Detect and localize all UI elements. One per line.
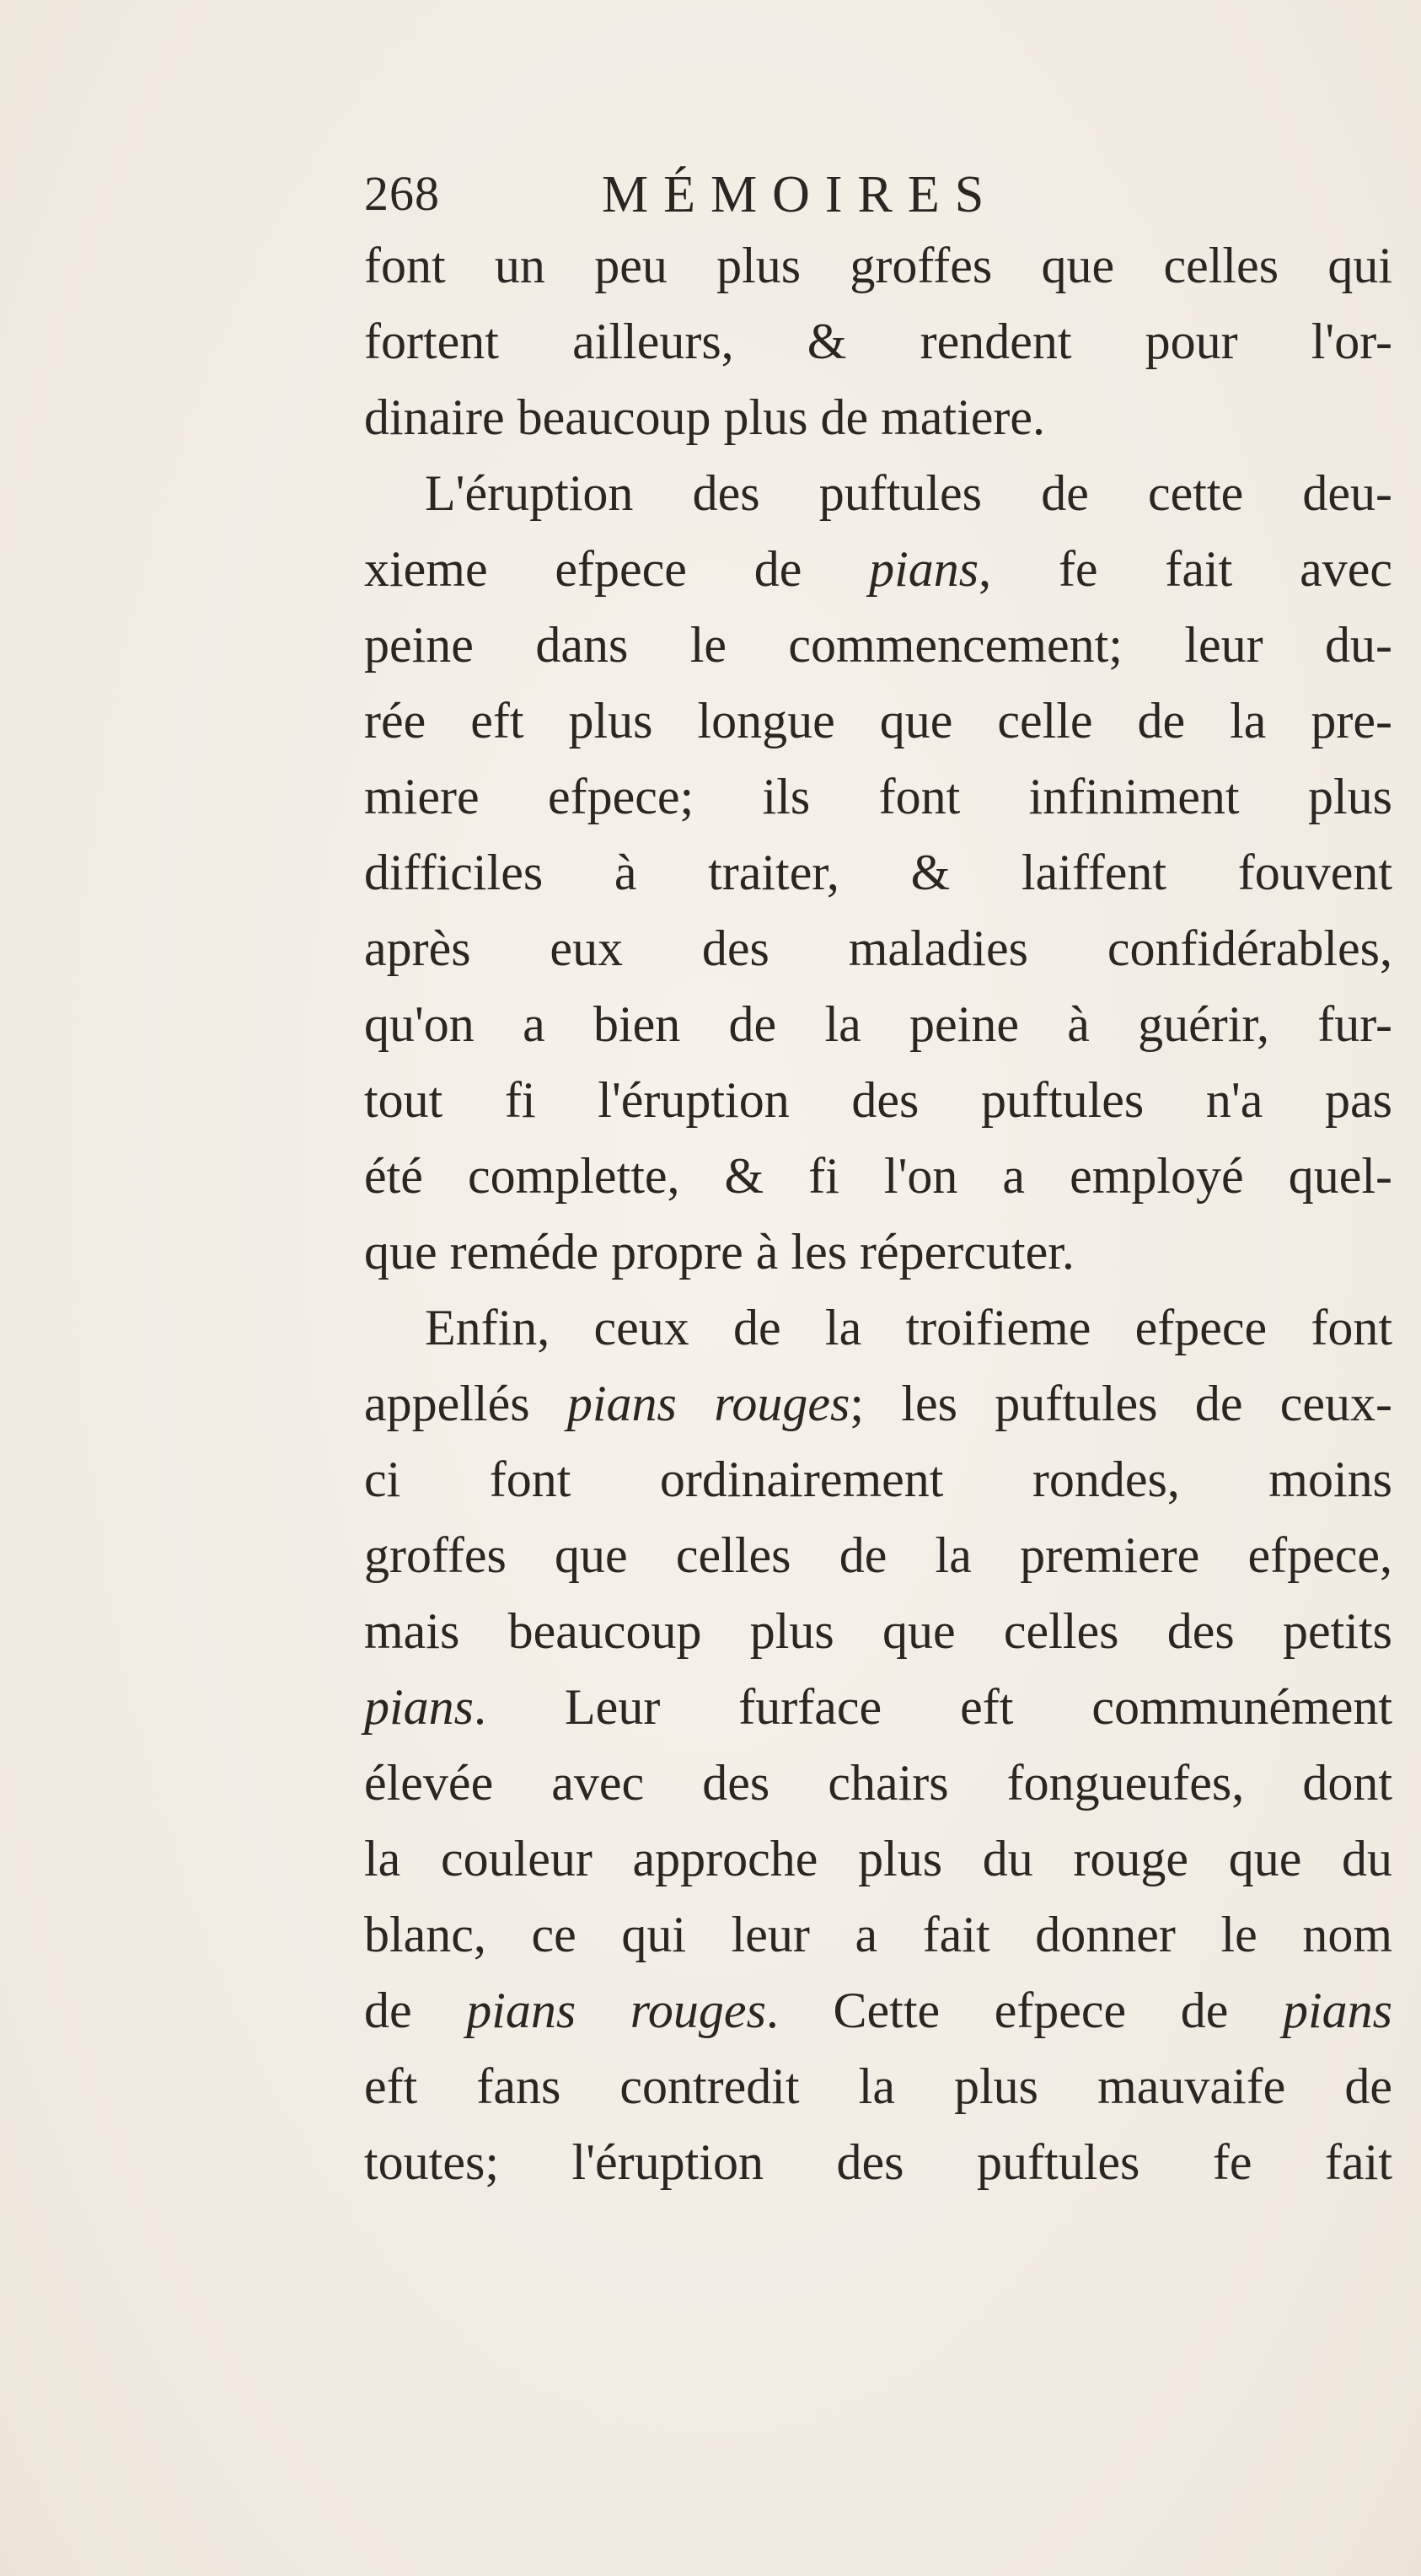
text-line: après eux des maladies confidérables, xyxy=(364,920,1392,976)
italic-term: pians xyxy=(869,541,979,597)
text-line: groffes que celles de la premiere efpece, xyxy=(364,1527,1392,1583)
italic-term: pians rouges xyxy=(466,1983,766,2038)
text-line: xieme efpece de pians, fe fait avec xyxy=(364,541,1392,597)
text-line: peine dans le commencement; leur du- xyxy=(364,617,1392,673)
text-line: tout fi l'éruption des puftules n'a pas xyxy=(364,1072,1392,1128)
text-line: mais beaucoup plus que celles des petits xyxy=(364,1603,1392,1659)
text-line: pians. Leur furface eft communément xyxy=(364,1679,1392,1735)
page-header xyxy=(364,165,1156,233)
text-line: été complette, & fi l'on a employé quel- xyxy=(364,1148,1392,1204)
text-line: ci font ordinairement rondes, moins xyxy=(364,1452,1392,1507)
text-line: fortent ailleurs, & rendent pour l'or- xyxy=(364,314,1392,369)
text-line: L'éruption des puftules de cette deu- xyxy=(425,465,1392,521)
text-line: rée eft plus longue que celle de la pre- xyxy=(364,693,1392,749)
text-line: dinaire beaucoup plus de matiere. xyxy=(364,389,1046,445)
italic-term: pians xyxy=(364,1679,475,1735)
text-line: que reméde propre à les répercuter. xyxy=(364,1224,1075,1280)
text-line: miere efpece; ils font infiniment plus xyxy=(364,769,1392,824)
text-line: appellés pians rouges; les puftules de ceux- xyxy=(364,1376,1392,1431)
text-line: la couleur approche plus du rouge que du xyxy=(364,1831,1392,1886)
text-line: toutes; l'éruption des puftules fe fait xyxy=(364,2134,1392,2190)
text-line: élevée avec des chairs fongueufes, dont xyxy=(364,1755,1392,1811)
running-head: MÉMOIRES xyxy=(602,166,1000,223)
italic-term: pians rouges xyxy=(566,1376,850,1431)
text-line: Enfin, ceux de la troifieme efpece font xyxy=(425,1300,1392,1355)
italic-term: pians xyxy=(1282,1983,1393,2038)
text-line: eft fans contredit la plus mauvaife de xyxy=(364,2058,1392,2114)
text-line: blanc, ce qui leur a fait donner le nom xyxy=(364,1907,1392,1962)
page-number: 268 xyxy=(364,166,440,221)
text-line: qu'on a bien de la peine à guérir, fur- xyxy=(364,996,1392,1052)
text-line: de pians rouges. Cette efpece de pians xyxy=(364,1983,1393,2038)
body-text xyxy=(364,228,1392,2200)
text-line: difficiles à traiter, & laiffent fouvent xyxy=(364,845,1392,900)
text-line: font un peu plus groffes que celles qui xyxy=(364,238,1392,293)
